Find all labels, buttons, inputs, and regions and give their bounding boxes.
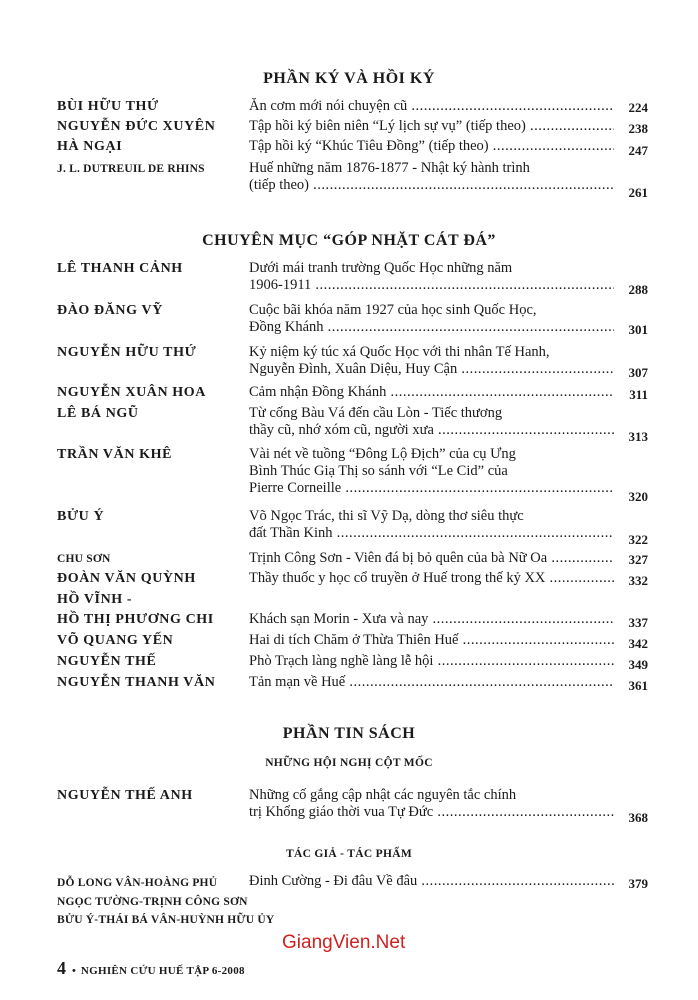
toc-title: Phò Trạch làng nghề làng lễ hội ..... <box>249 653 614 670</box>
toc-page-number: 311 <box>629 387 648 402</box>
section-heading-gop-nhat-cat-da: CHUYÊN MỤC “GÓP NHẶT CÁT ĐÁ” <box>202 232 496 249</box>
toc-page-number: 349 <box>628 657 648 672</box>
watermark-text: GiangVien.Net <box>282 932 406 953</box>
section-heading-ky-hoi-ky: PHẦN KÝ VÀ HỒI KÝ <box>263 70 435 87</box>
toc-author: NGUYỄN THANH VĂN <box>57 675 216 690</box>
subsection-heading: NHỮNG HỘI NGHỊ CỘT MỐC <box>265 757 433 769</box>
toc-author: NGỌC TƯỜNG-TRỊNH CÔNG SƠN <box>57 896 248 908</box>
toc-title: Những cố gắng cập nhật các nguyên tắc chính trị Khổng giáo thời vua Tự Đức ..... <box>249 787 614 821</box>
toc-author: ĐÀO ĐĂNG VỸ <box>57 303 163 318</box>
toc-author: HÀ NGẠI <box>57 139 123 154</box>
section-heading-tin-sach: PHẦN TIN SÁCH <box>282 725 416 742</box>
toc-title: Huế những năm 1876-1877 - Nhật ký hành trình (tiếp theo) ..... <box>249 160 614 194</box>
toc-author: NGUYỄN HỮU THỨ <box>57 345 197 360</box>
toc-author: BỬU Ý <box>57 509 105 524</box>
toc-page-number: 320 <box>628 489 648 504</box>
toc-page-number: 322 <box>628 532 648 547</box>
toc-author: NGUYỄN THẾ <box>57 654 157 669</box>
toc-author: ĐOÀN VĂN QUỲNH <box>57 571 196 586</box>
footer-page-number: 4 <box>57 958 66 978</box>
toc-page-number: 261 <box>628 185 648 200</box>
toc-author: BÙI HỮU THỨ <box>57 99 159 114</box>
toc-title: Khách sạn Morin - Xưa và nay ..... <box>249 611 614 628</box>
toc-page-number: 361 <box>628 678 648 693</box>
page-footer <box>57 958 245 979</box>
bullet-icon: • <box>72 965 76 977</box>
toc-page-number: 342 <box>628 636 648 651</box>
toc-page-number: 301 <box>628 322 648 337</box>
toc-author: NGUYỄN XUÂN HOA <box>57 385 206 400</box>
subsection-heading: TÁC GIẢ - TÁC PHẨM <box>286 848 412 860</box>
toc-page-number: 327 <box>628 552 648 567</box>
toc-title: Hai di tích Chăm ở Thừa Thiên Huế ..... <box>249 632 614 649</box>
toc-author: LÊ THANH CẢNH <box>57 261 183 276</box>
toc-author: DỖ LONG VÂN-HOÀNG PHỦ <box>57 877 218 889</box>
toc-title: Cảm nhận Đồng Khánh ..... <box>249 384 614 401</box>
toc-page-number: 238 <box>628 121 648 136</box>
toc-title: Từ cống Bàu Vá đến cầu Lòn - Tiếc thương thầy cũ, nhớ xóm cũ, người xưa ..... <box>249 405 614 439</box>
footer-journal-title: NGHIÊN CỨU HUẾ TẬP 6-2008 <box>80 965 245 977</box>
toc-page-number: 307 <box>628 365 648 380</box>
toc-author: TRẦN VĂN KHÊ <box>57 447 173 462</box>
toc-title: Kỷ niệm ký túc xá Quốc Học với thi nhân Tế Hanh, Nguyễn Đình, Xuân Diệu, Huy Cận ..... <box>249 344 614 378</box>
toc-author: LÊ BÁ NGŨ <box>57 406 139 421</box>
toc-author: NGUYỄN THẾ ANH <box>57 788 193 803</box>
toc-author: HỒ THỊ PHƯƠNG CHI <box>57 612 214 627</box>
toc-page-number: 247 <box>628 143 648 158</box>
toc-page-number: 379 <box>628 876 648 891</box>
toc-title: Tản mạn về Huế ..... <box>249 674 614 691</box>
toc-title: Tập hồi ký “Khúc Tiêu Đồng” (tiếp theo) ..... <box>249 138 614 155</box>
toc-author: CHU SƠN <box>57 553 111 565</box>
toc-author: HỒ VĨNH - <box>57 592 133 607</box>
toc-page-number: 288 <box>628 282 648 297</box>
toc-author: BỬU Ý-THÁI BÁ VÂN-HUỲNH HỮU ỦY <box>57 914 275 926</box>
toc-author: NGUYỄN ĐỨC XUYÊN <box>57 119 216 134</box>
toc-author: VÕ QUANG YẾN <box>57 633 174 648</box>
toc-title: Cuộc bãi khóa năm 1927 của học sinh Quốc Học, Đồng Khánh ..... <box>249 302 614 336</box>
toc-page-number: 313 <box>628 429 648 444</box>
toc-page-number: 368 <box>628 810 648 825</box>
toc-page-number: 224 <box>628 100 648 115</box>
toc-title: Vài nét về tuồng “Đông Lộ Địch” của cụ Ưng Bình Thúc Giạ Thị so sánh với “Le Cid” của Pierre Corneille ..... <box>249 446 614 497</box>
toc-title: Trịnh Công Sơn - Viên đá bị bỏ quên của bà Nữ Oa ..... <box>249 550 614 567</box>
toc-title: Thầy thuốc y học cổ truyền ở Huế trong thế kỷ XX ..... <box>249 570 614 587</box>
toc-title: Đinh Cường - Đi đâu Về đâu ..... <box>249 873 614 890</box>
toc-title: Dưới mái tranh trường Quốc Học những năm 1906-1911 ..... <box>249 260 614 294</box>
toc-title: Võ Ngọc Trác, thi sĩ Vỹ Dạ, dòng thơ siêu thực đất Thần Kinh ..... <box>249 508 614 542</box>
toc-author: J. L. DUTREUIL DE RHINS <box>57 163 205 175</box>
toc-page-number: 337 <box>628 615 648 630</box>
toc-page-number: 332 <box>628 573 648 588</box>
toc-title: Tập hồi ký biên niên “Lý lịch sự vụ” (tiếp theo) ..... <box>249 118 614 135</box>
toc-title: Ăn cơm mới nói chuyện cũ ..... <box>249 98 614 115</box>
